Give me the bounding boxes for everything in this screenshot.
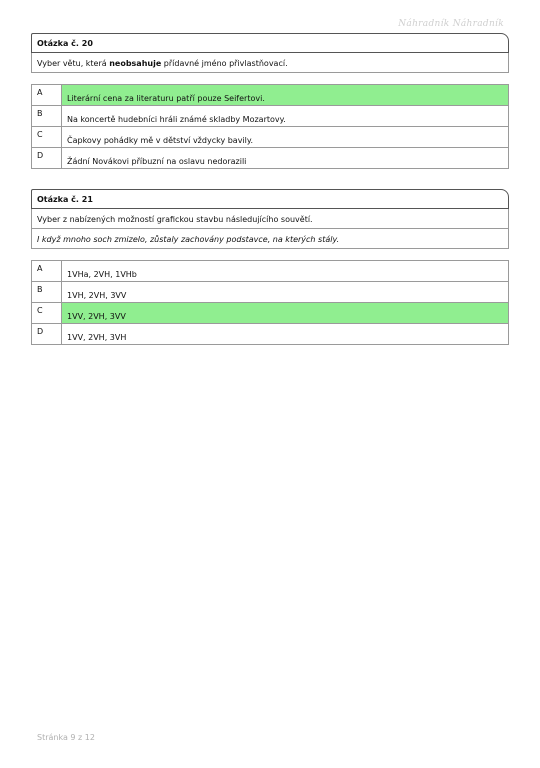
answer-text: Žádní Novákovi příbuzní na oslavu nedorazili <box>67 157 247 166</box>
answer-text: 1VV, 2VH, 3VV <box>62 303 508 323</box>
answer-option-d[interactable] <box>31 148 509 169</box>
answers-21 <box>31 260 509 345</box>
answer-letter: C <box>32 127 62 147</box>
question-prompt: Vyber z nabízených možností grafickou stavbu následujícího souvětí. <box>31 209 509 229</box>
answer-text: Čapkovy pohádky mě v dětství vždycky bavily. <box>67 136 254 145</box>
prompt-text: Vyber větu, která <box>37 59 110 68</box>
question-title: Otázka č. 20 <box>31 33 509 53</box>
question-title: Otázka č. 21 <box>31 189 509 209</box>
answer-text: Na koncertě hudebníci hráli známé skladby Mozartovy. <box>67 115 286 124</box>
answer-text: 1VH, 2VH, 3VV <box>67 291 127 300</box>
answer-letter: B <box>32 282 62 302</box>
answer-letter: A <box>32 261 62 281</box>
page-number: Stránka 9 z 12 <box>37 733 95 742</box>
question-21 <box>31 189 509 249</box>
answers-20 <box>31 84 509 169</box>
answer-option-c[interactable] <box>31 127 509 148</box>
answer-letter: D <box>32 324 62 344</box>
answer-letter: D <box>32 148 62 168</box>
prompt-emphasis: neobsahuje <box>109 59 162 68</box>
question-prompt <box>31 53 509 73</box>
answer-letter: C <box>32 303 62 323</box>
answer-text: 1VHa, 2VH, 1VHb <box>67 270 137 279</box>
answer-option-d[interactable] <box>31 324 509 345</box>
question-sentence: I když mnoho soch zmizelo, zůstaly zachovány podstavce, na kterých stály. <box>31 229 509 249</box>
answer-text: Literární cena za literaturu patří pouze Seifertovi. <box>62 85 508 105</box>
answer-option-b[interactable] <box>31 106 509 127</box>
answer-option-a[interactable] <box>31 85 509 106</box>
answer-option-b[interactable] <box>31 282 509 303</box>
answer-letter: B <box>32 106 62 126</box>
question-20 <box>31 33 509 73</box>
answer-option-a[interactable] <box>31 261 509 282</box>
answer-option-c[interactable] <box>31 303 509 324</box>
answer-letter: A <box>32 85 62 105</box>
watermark: Náhradník Náhradník <box>398 19 504 29</box>
answer-text: 1VV, 2VH, 3VH <box>67 333 127 342</box>
prompt-text: přídavné jméno přivlastňovací. <box>161 59 288 68</box>
